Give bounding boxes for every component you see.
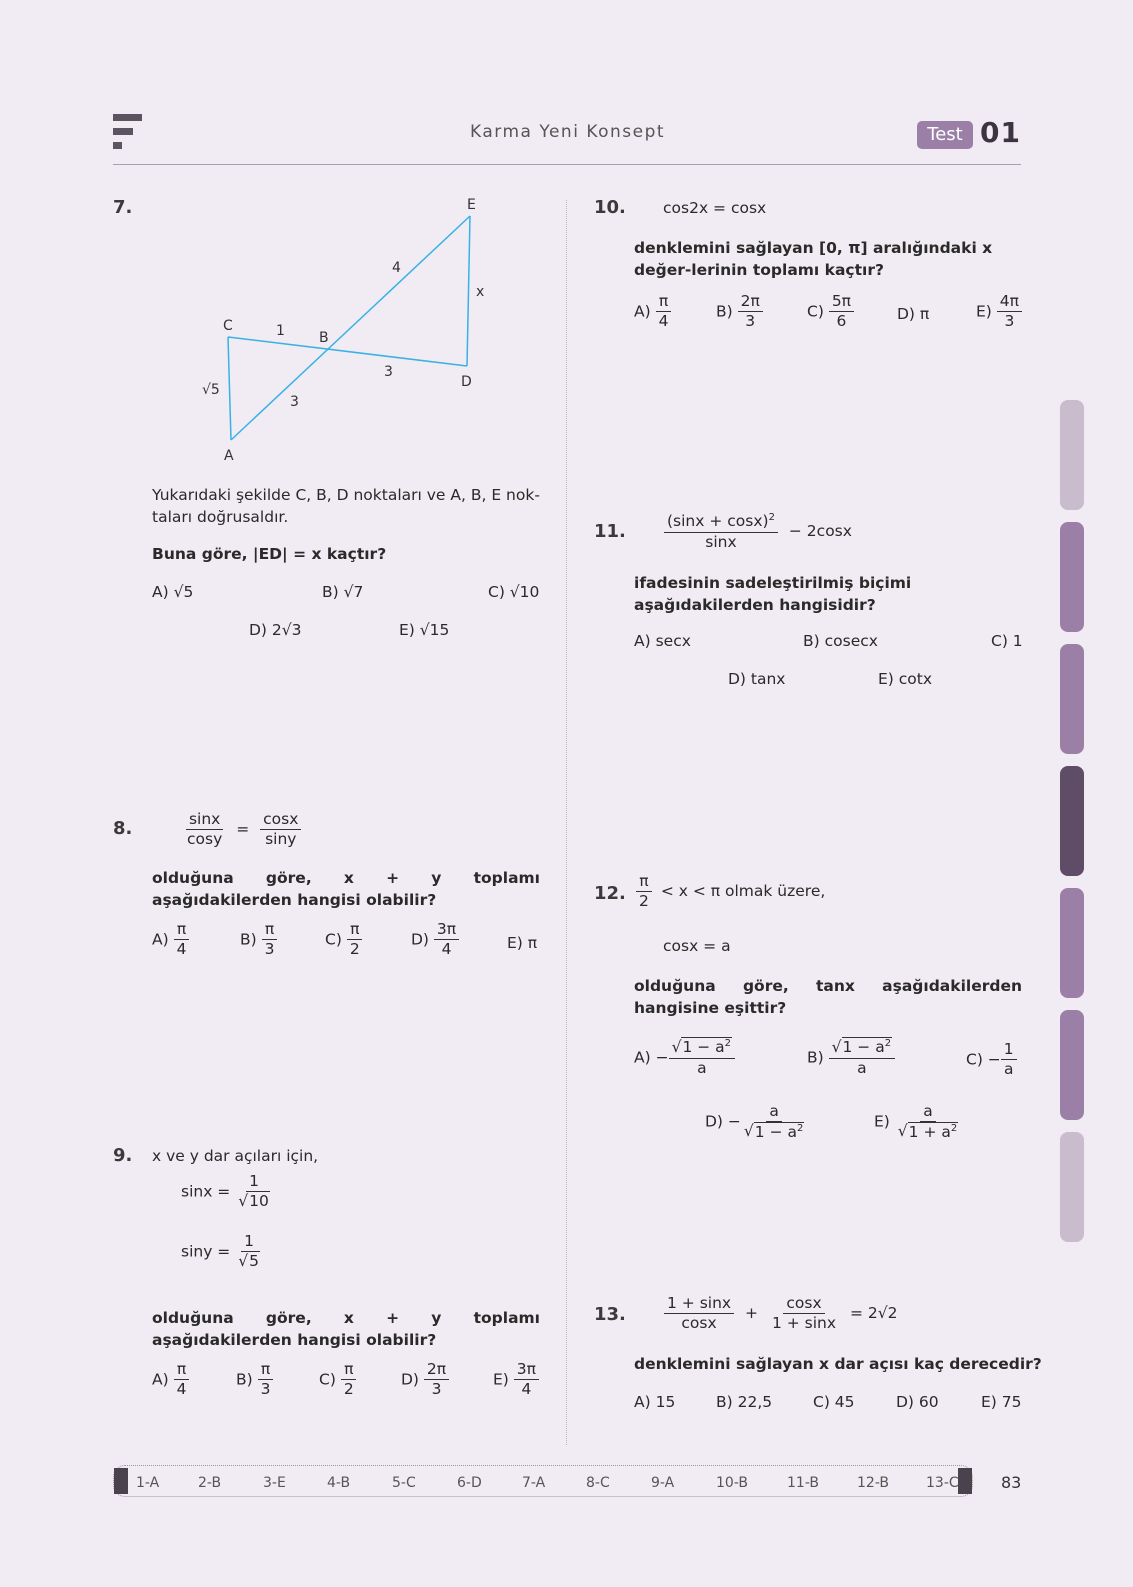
q8-option-c[interactable]: C) $\frac{\pi}{2}$ <box>325 920 363 960</box>
question-number-11: 11. <box>594 521 626 542</box>
q7-question: Buna göre, |ED| = x kaçtır? <box>152 545 387 563</box>
triangle-figure <box>190 190 520 470</box>
q8-option-b[interactable]: B) $\frac{\pi}{3}$ <box>240 920 278 960</box>
q10-equation: cos2x = cosx <box>663 199 767 217</box>
q13-option-e[interactable]: E) 75 <box>981 1393 1022 1411</box>
q9-intro: x ve y dar açıları için, <box>152 1147 319 1165</box>
label-d: D <box>461 374 472 390</box>
question-number-10: 10. <box>594 197 626 218</box>
answer-2: 2-B <box>198 1475 222 1491</box>
q8-den2: siny <box>265 830 297 849</box>
question-number-7: 7. <box>113 197 133 218</box>
q13-option-c[interactable]: C) 45 <box>813 1393 855 1411</box>
q9-option-a[interactable]: A) $\frac{\pi}{4}$ <box>152 1360 189 1400</box>
q7-option-b[interactable]: B) √7 <box>322 583 364 601</box>
page-number: 83 <box>1001 1473 1022 1492</box>
q7-option-e[interactable]: E) √15 <box>399 621 450 639</box>
q11-question: ifadesinin sadeleştirilmiş biçimi aşağıdakilerden hangisidir? <box>634 574 912 614</box>
label-cb: 1 <box>276 323 285 339</box>
q12-question: olduğuna göre, tanx aşağıdakilerden hangisine eşittir? <box>634 977 1022 1017</box>
q12-option-d[interactable]: D) − $\frac{a}{√1 - a^2}$ <box>705 1102 804 1141</box>
q9-eq2: siny = $\frac{1}{√5}$ <box>181 1232 259 1271</box>
q10-option-d[interactable]: D) π <box>897 305 930 323</box>
side-tab-5[interactable] <box>1060 888 1084 998</box>
q11-option-d[interactable]: D) tanx <box>728 670 786 688</box>
q9-option-b[interactable]: B) $\frac{\pi}{3}$ <box>236 1360 274 1400</box>
answer-11: 11-B <box>787 1475 819 1491</box>
question-number-12: 12. <box>594 883 626 904</box>
q12-option-c[interactable]: C) − $\frac{1}{a}$ <box>966 1040 1017 1080</box>
q13-option-a[interactable]: A) 15 <box>634 1393 676 1411</box>
column-divider <box>566 200 567 1445</box>
header-title: Karma Yeni Konsept <box>470 122 666 142</box>
answer-9: 9-A <box>651 1475 675 1491</box>
q11-option-e[interactable]: E) cotx <box>878 670 933 688</box>
label-de: x <box>476 284 485 300</box>
q11-option-c[interactable]: C) 1 <box>991 632 1023 650</box>
q12-equation: cosx = a <box>663 937 731 955</box>
answer-12: 12-B <box>857 1475 889 1491</box>
q11-option-b[interactable]: B) cosecx <box>803 632 878 650</box>
label-be: 4 <box>392 260 401 276</box>
test-number: 01 <box>980 116 1021 149</box>
side-tab-1[interactable] <box>1060 400 1084 510</box>
side-tab-2[interactable] <box>1060 522 1084 632</box>
q13-equation: $\frac{1 + \sin x}{\cos x}$ + $\frac{\cos x}{1 + \sin x}$ = 2√2 <box>664 1294 898 1334</box>
q10-question: denklemini sağlayan [0, π] aralığındaki x değer-lerinin toplamı kaçtır? <box>634 239 993 279</box>
q8-num2: cosx <box>260 810 301 830</box>
question-number-9: 9. <box>113 1145 133 1166</box>
answer-4: 4-B <box>327 1475 351 1491</box>
answer-8: 8-C <box>586 1475 610 1491</box>
q13-option-b[interactable]: B) 22,5 <box>716 1393 773 1411</box>
q10-option-b[interactable]: B) $\frac{2\pi}{3}$ <box>716 292 763 332</box>
q7-text: Yukarıdaki şekilde C, B, D noktaları ve A, B, E nok-taları doğrusaldır. <box>152 486 540 526</box>
side-tab-4-active[interactable] <box>1060 766 1084 876</box>
q10-option-a[interactable]: A) $\frac{\pi}{4}$ <box>634 292 671 332</box>
header-divider <box>113 164 1021 165</box>
label-b: B <box>319 330 329 346</box>
q8-option-e[interactable]: E) π <box>507 934 538 952</box>
q12-condition: $\frac{\pi}{2}$ < x < π olmak üzere, <box>636 872 825 912</box>
answer-3: 3-E <box>263 1475 286 1491</box>
label-e: E <box>467 197 476 213</box>
q9-eq1: sinx = $\frac{1}{√10}$ <box>181 1172 269 1211</box>
q12-option-e[interactable]: E) $\frac{a}{√1 + a^2}$ <box>874 1102 958 1141</box>
q9-question: olduğuna göre, x + y toplamı aşağıdakilerden hangisi olabilir? <box>152 1309 540 1349</box>
q11-option-a[interactable]: A) secx <box>634 632 691 650</box>
label-a: A <box>224 448 234 464</box>
answer-7: 7-A <box>522 1475 546 1491</box>
q9-option-d[interactable]: D) $\frac{2\pi}{3}$ <box>401 1360 449 1400</box>
q13-option-d[interactable]: D) 60 <box>896 1393 939 1411</box>
label-bd: 3 <box>384 364 393 380</box>
q8-equation <box>184 810 301 850</box>
q10-option-e[interactable]: E) $\frac{4\pi}{3}$ <box>976 292 1022 332</box>
q10-option-c[interactable]: C) $\frac{5\pi}{6}$ <box>807 292 854 332</box>
q9-option-e[interactable]: E) $\frac{3\pi}{4}$ <box>493 1360 539 1400</box>
line-ae <box>231 216 470 440</box>
q8-option-d[interactable]: D) $\frac{3\pi}{4}$ <box>411 920 459 960</box>
line-cd <box>228 337 467 366</box>
q8-den1: cosy <box>187 830 223 849</box>
q8-eq-sign: = <box>236 820 250 839</box>
side-tab-7[interactable] <box>1060 1132 1084 1242</box>
line-de <box>467 216 470 366</box>
q8-question: olduğuna göre, x + y toplamı aşağıdakilerden hangisi olabilir? <box>152 869 540 909</box>
line-ac <box>228 337 231 440</box>
answer-1: 1-A <box>136 1475 160 1491</box>
question-number-8: 8. <box>113 818 133 839</box>
question-number-13: 13. <box>594 1304 626 1325</box>
q11-expression: $\frac{(\sin x + \cos x)^2}{\sin x}$ − 2cosx <box>664 512 852 552</box>
q13-question: denklemini sağlayan x dar açısı kaç derecedir? <box>634 1355 1042 1373</box>
q8-option-a[interactable]: A) $\frac{\pi}{4}$ <box>152 920 189 960</box>
q9-option-c[interactable]: C) $\frac{\pi}{2}$ <box>319 1360 357 1400</box>
label-c: C <box>223 318 233 334</box>
q12-option-a[interactable]: A) − $\frac{√1 - a^2}{a}$ <box>634 1038 735 1078</box>
label-ab: 3 <box>290 394 299 410</box>
test-badge: Test <box>917 121 973 149</box>
q7-option-d[interactable]: D) 2√3 <box>249 621 302 639</box>
side-tab-6[interactable] <box>1060 1010 1084 1120</box>
answer-bar-right-cap <box>958 1468 972 1494</box>
answer-5: 5-C <box>392 1475 416 1491</box>
answer-10: 10-B <box>716 1475 748 1491</box>
side-tab-3[interactable] <box>1060 644 1084 754</box>
q12-option-b[interactable]: B) $\frac{√1 - a^2}{a}$ <box>807 1038 895 1078</box>
answer-6: 6-D <box>457 1475 482 1491</box>
answer-bar-left-cap <box>114 1468 128 1494</box>
answer-13: 13-C <box>926 1475 959 1491</box>
q7-option-a[interactable]: A) √5 <box>152 583 194 601</box>
q8-num1: sinx <box>186 810 223 830</box>
label-ca: √5 <box>202 382 220 398</box>
q7-option-c[interactable]: C) √10 <box>488 583 540 601</box>
